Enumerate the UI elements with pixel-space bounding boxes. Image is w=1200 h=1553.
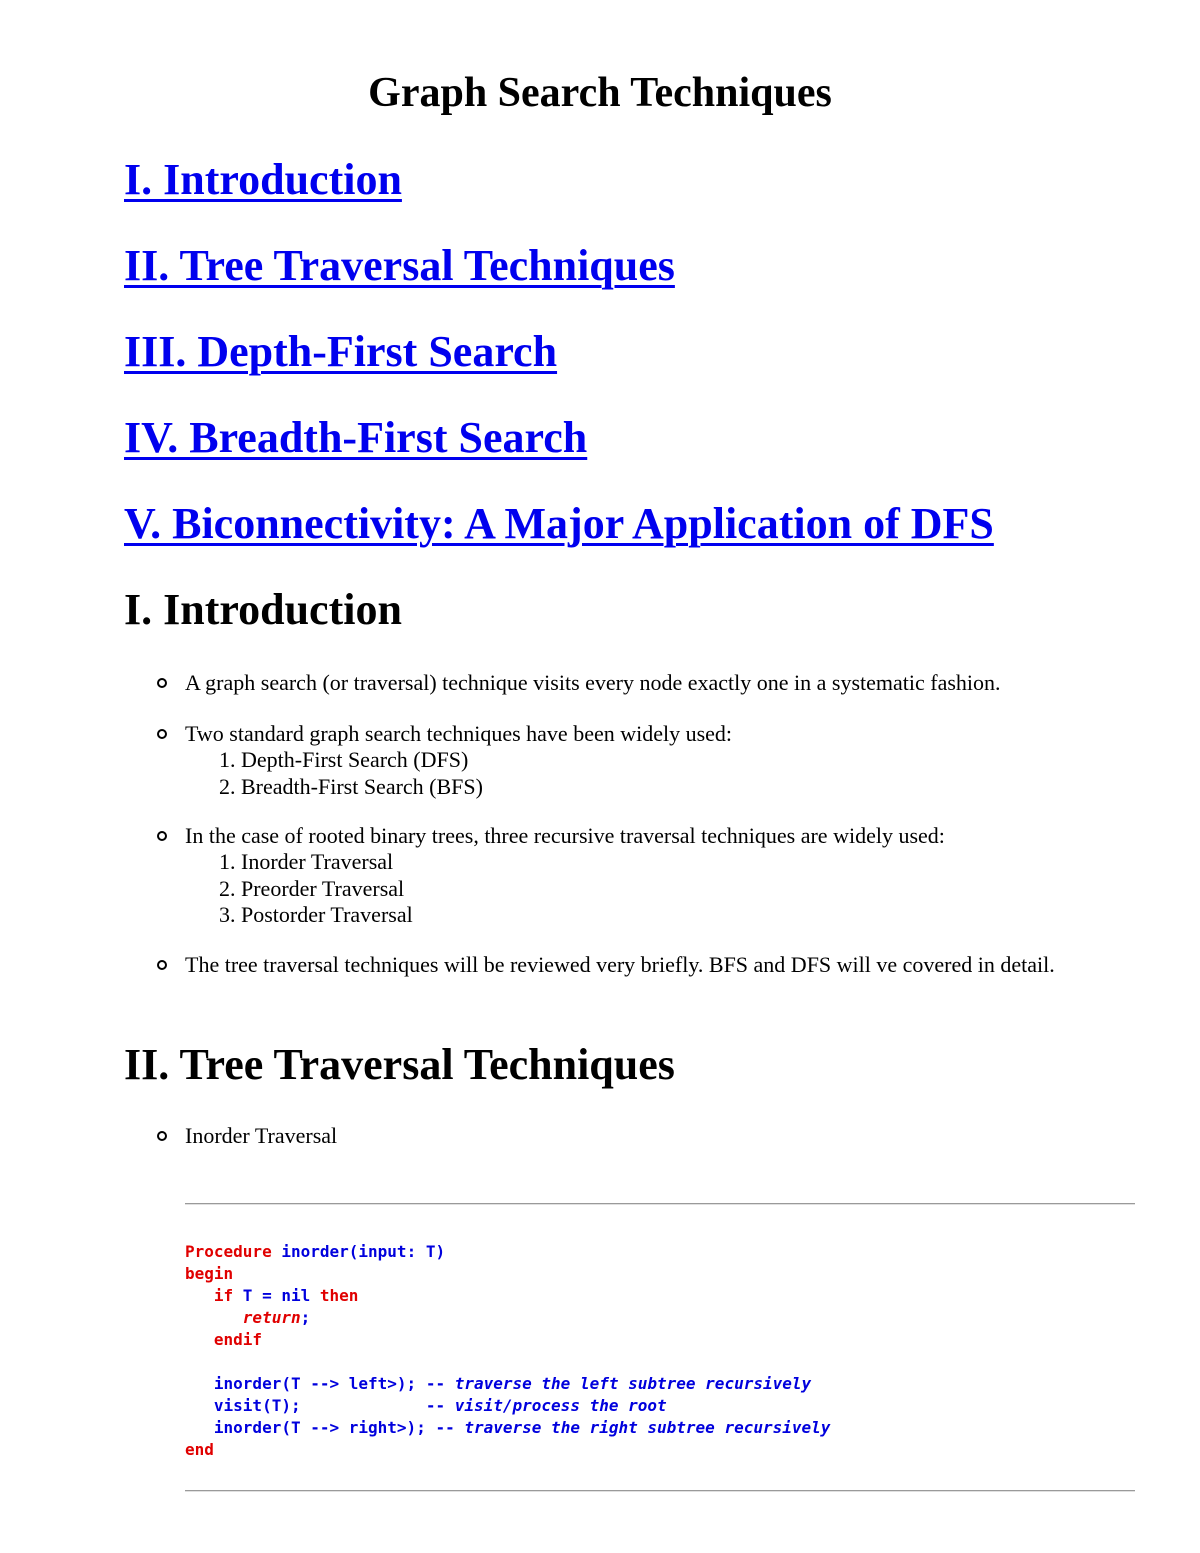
code-comment: visit/process the root bbox=[454, 1396, 667, 1415]
code-keyword: begin bbox=[185, 1264, 234, 1283]
code-line bbox=[185, 1373, 830, 1395]
sub-list bbox=[185, 849, 1120, 929]
code-line bbox=[185, 1307, 830, 1329]
list-item bbox=[185, 822, 1120, 929]
section-heading-tree-traversal: II. Tree Traversal Techniques bbox=[124, 1040, 675, 1089]
sub-list-item: 2. Preorder Traversal bbox=[219, 875, 405, 901]
code-text: inorder(T --> left>); -- bbox=[185, 1374, 455, 1393]
code-text: T = nil bbox=[233, 1286, 320, 1305]
horizontal-rule bbox=[185, 1203, 1135, 1205]
section-heading-introduction: I. Introduction bbox=[124, 585, 402, 634]
code-keyword: endif bbox=[185, 1330, 263, 1349]
list-item bbox=[185, 1122, 1120, 1149]
toc-link-biconnectivity[interactable]: V. Biconnectivity: A Major Application of DFS bbox=[124, 499, 994, 548]
page-title: Graph Search Techniques bbox=[368, 70, 832, 116]
code-comment: traverse the right subtree recursively bbox=[464, 1418, 831, 1437]
toc-link-tree-traversal[interactable]: II. Tree Traversal Techniques bbox=[124, 241, 675, 290]
code-keyword: then bbox=[319, 1286, 359, 1305]
code-line bbox=[185, 1329, 830, 1351]
toc-link-breadth-first-search[interactable]: IV. Breadth-First Search bbox=[124, 413, 588, 462]
list-item bbox=[185, 669, 1120, 696]
toc-link-introduction[interactable]: I. Introduction bbox=[124, 155, 402, 204]
bullet-text: In the case of rooted binary trees, three recursive traversal techniques are widely used: bbox=[185, 823, 945, 848]
code-text: inorder(T --> right>); -- bbox=[185, 1418, 465, 1437]
bullet-text: The tree traversal techniques will be reviewed very briefly. BFS and DFS will ve covered in detail. bbox=[185, 952, 1055, 977]
sub-list-item: 1. Depth-First Search (DFS) bbox=[219, 747, 469, 772]
code-keyword: end bbox=[185, 1440, 214, 1459]
toc-link-depth-first-search[interactable]: III. Depth-First Search bbox=[124, 327, 558, 376]
code-line bbox=[185, 1439, 830, 1461]
horizontal-rule bbox=[185, 1490, 1135, 1492]
code-line bbox=[185, 1285, 830, 1307]
code-comment: traverse the left subtree recursively bbox=[454, 1374, 812, 1393]
code-keyword: if bbox=[185, 1286, 234, 1305]
code-line bbox=[185, 1417, 830, 1439]
bullet-text: Two standard graph search techniques have been widely used: bbox=[185, 721, 733, 746]
bullet-text: Inorder Traversal bbox=[185, 1123, 338, 1148]
sub-list-item: 3. Postorder Traversal bbox=[219, 902, 413, 927]
code-text: visit(T); -- bbox=[185, 1396, 455, 1415]
sub-list-item: 2. Breadth-First Search (BFS) bbox=[219, 773, 483, 799]
sub-list bbox=[185, 747, 1120, 800]
list-item bbox=[185, 951, 1120, 978]
code-keyword: return bbox=[185, 1308, 301, 1327]
sub-list-item: 1. Inorder Traversal bbox=[219, 849, 394, 874]
code-block bbox=[185, 1241, 830, 1461]
code-keyword: Procedure bbox=[185, 1242, 272, 1261]
code-text: inorder(input: T) bbox=[271, 1242, 446, 1261]
code-line bbox=[185, 1395, 830, 1417]
code-line bbox=[185, 1241, 830, 1263]
code-line bbox=[185, 1263, 830, 1285]
list-item bbox=[185, 720, 1120, 800]
bullet-text: A graph search (or traversal) technique visits every node exactly one in a systematic fashion. bbox=[185, 670, 1001, 695]
code-line bbox=[185, 1351, 830, 1373]
code-text: ; bbox=[300, 1308, 311, 1327]
